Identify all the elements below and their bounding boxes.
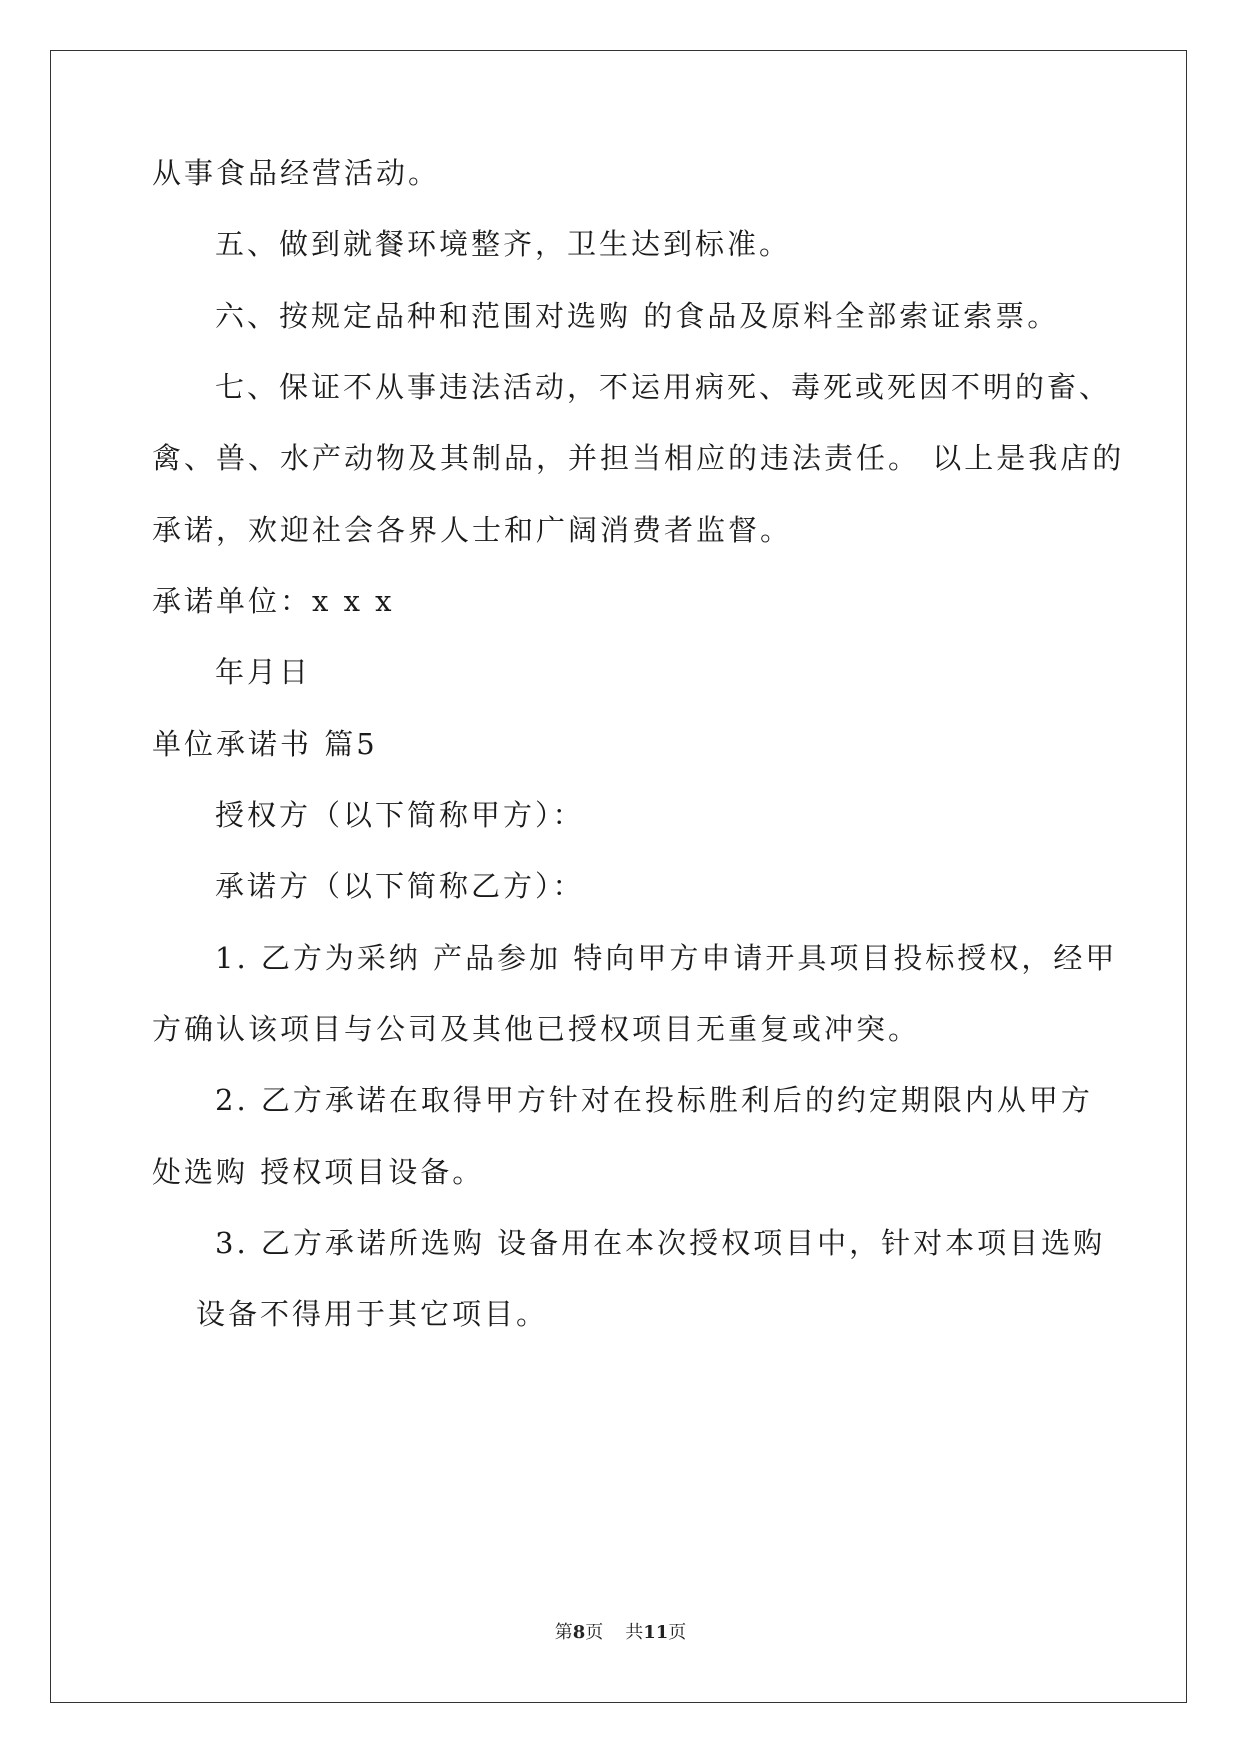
text-line: 七、保证不从事违法活动，不运用病死、毒死或死因不明的畜、 xyxy=(215,370,1112,404)
page-prefix: 第 xyxy=(554,1622,573,1643)
text-line: 2. 乙方承诺在取得甲方针对在投标胜利后的约定期限内从甲方 xyxy=(215,1083,1093,1117)
page-footer xyxy=(0,1621,1241,1645)
text-line: 五、做到就餐环境整齐，卫生达到标准。 xyxy=(215,227,792,261)
text-line: 1. 乙方为采纳 产品参加 特向甲方申请开具项目投标授权，经甲 xyxy=(215,941,1118,975)
total-suffix: 页 xyxy=(668,1622,687,1643)
text-line: 处选购 授权项目设备。 xyxy=(152,1155,485,1189)
text-line: 六、按规定品种和范围对选购 的食品及原料全部索证索票。 xyxy=(215,299,1060,333)
section-heading: 单位承诺书 篇5 xyxy=(152,727,378,761)
page-suffix: 页 xyxy=(585,1622,604,1643)
signatory-line: 承诺单位：x x x xyxy=(152,584,395,618)
text-line: 3. 乙方承诺所选购 设备用在本次授权项目中，针对本项目选购 xyxy=(215,1226,1106,1260)
total-pages: 11 xyxy=(643,1622,669,1643)
page-number: 8 xyxy=(572,1622,586,1643)
text-line: 承诺方（以下简称乙方）： xyxy=(215,869,585,903)
date-line: 年月日 xyxy=(215,655,312,689)
text-line: 承诺，欢迎社会各界人士和广阔消费者监督。 xyxy=(152,513,793,547)
text-line: 授权方（以下简称甲方）： xyxy=(215,798,585,832)
text-line: 禽、兽、水产动物及其制品，并担当相应的违法责任。 以上是我店的 xyxy=(152,441,1125,475)
total-prefix: 共 xyxy=(625,1622,644,1643)
text-line: 方确认该项目与公司及其他已授权项目无重复或冲突。 xyxy=(152,1012,921,1046)
text-line: 设备不得用于其它项目。 xyxy=(196,1297,549,1331)
text-line: 从事食品经营活动。 xyxy=(152,156,441,190)
